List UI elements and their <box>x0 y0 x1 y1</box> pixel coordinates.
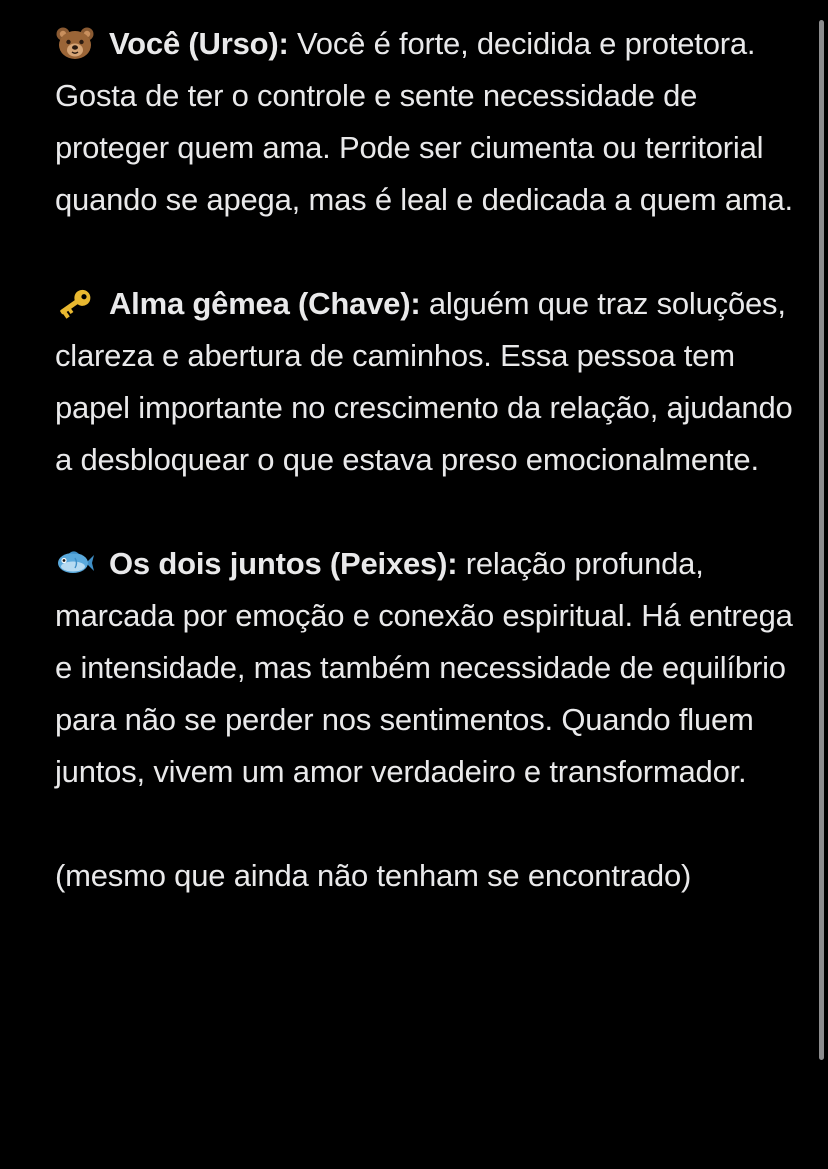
section-key <box>55 278 795 486</box>
note-content <box>55 18 795 902</box>
section-fish <box>55 538 795 798</box>
section-heading: Você (Urso): <box>109 26 289 61</box>
bear-icon <box>55 26 95 60</box>
section-text: alguém que traz soluções, clareza e abertura de caminhos. Essa pessoa tem papel importante no crescimento da relação, ajudando a desbloquear o que estava preso emocionalmente. <box>55 286 793 477</box>
footer-note: (mesmo que ainda não tenham se encontrado) <box>55 858 692 893</box>
section-text: relação profunda, marcada por emoção e conexão espiritual. Há entrega e intensidade, mas também necessidade de equilíbrio para não se perder nos sentimentos. Quando fluem juntos, vivem um amor verdadeiro e transformador. <box>55 546 793 789</box>
scrollbar[interactable] <box>819 20 824 1060</box>
section-text: Você é forte, decidida e protetora. Gosta de ter o controle e sente necessidade de proteger quem ama. Pode ser ciumenta ou territorial quando se apega, mas é leal e dedicada a quem ama. <box>55 26 793 217</box>
key-icon <box>55 286 95 320</box>
fish-icon <box>55 546 95 580</box>
section-heading: Alma gêmea (Chave): <box>109 286 421 321</box>
section-heading: Os dois juntos (Peixes): <box>109 546 458 581</box>
section-bear <box>55 18 795 226</box>
